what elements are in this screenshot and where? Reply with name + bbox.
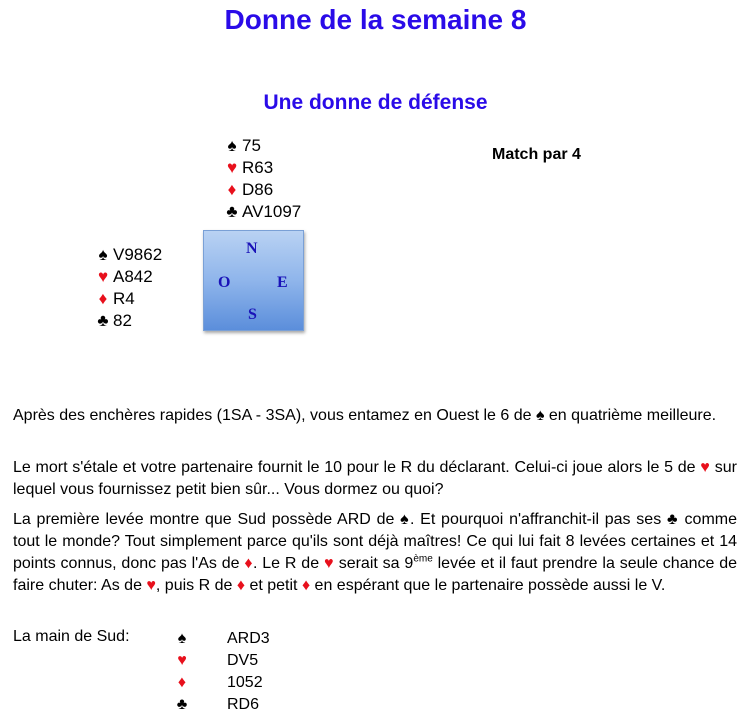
north-hand bbox=[224, 135, 301, 223]
compass-box bbox=[203, 230, 304, 331]
spade-icon: ♠ bbox=[400, 511, 410, 528]
text-run: en quatrième meilleure. bbox=[544, 407, 717, 424]
north-diamonds-line bbox=[224, 179, 301, 201]
heart-icon: ♥ bbox=[323, 555, 334, 572]
text-run: Après des enchères rapides (1SA - 3SA), vous entamez en Ouest le 6 de bbox=[13, 407, 536, 424]
north-diamonds: D86 bbox=[242, 180, 274, 199]
club-icon: ♣ bbox=[226, 202, 238, 221]
south-hand bbox=[173, 628, 270, 716]
west-diamonds-line bbox=[95, 288, 162, 310]
diamond-icon: ♦ bbox=[227, 180, 237, 199]
text-run: . Et pourquoi n'affranchit-il pas ses bbox=[409, 511, 667, 528]
diamond-icon: ♦ bbox=[301, 577, 311, 594]
spade-icon: ♠ bbox=[177, 630, 187, 647]
south-spades-line bbox=[173, 628, 270, 650]
diamond-icon: ♦ bbox=[236, 577, 246, 594]
text-run: La première levée montre que Sud possède ARD de bbox=[13, 511, 401, 528]
west-hand bbox=[95, 244, 162, 332]
south-clubs-line bbox=[173, 694, 270, 716]
west-spades: V9862 bbox=[113, 245, 163, 264]
text-run: comme tout le monde? Tout simplement parce qu'ils sont déjà maîtres! Ce qui lui fait 8 levées certaines et 14 points connus, donc pas l'As de bbox=[13, 511, 737, 572]
west-clubs-line bbox=[95, 310, 162, 332]
text-run: levée et il faut prendre la seule chance de faire chuter: As de bbox=[13, 555, 738, 594]
paragraph-analysis bbox=[13, 509, 737, 597]
spade-icon: ♠ bbox=[227, 136, 237, 155]
south-spades: ARD3 bbox=[227, 630, 270, 647]
south-hand-label: La main de Sud: bbox=[13, 628, 130, 645]
diamond-icon: ♦ bbox=[244, 555, 253, 572]
heart-icon: ♥ bbox=[146, 577, 156, 594]
text-run: Le mort s'étale et votre partenaire fournit le 10 pour le R du déclarant. Celui-ci joue alors le 5 de bbox=[13, 459, 701, 476]
compass-east: E bbox=[277, 274, 288, 291]
west-hearts-line bbox=[95, 266, 162, 288]
south-hearts-line bbox=[173, 650, 270, 672]
text-run: . Le R de bbox=[252, 555, 324, 572]
club-icon: ♣ bbox=[97, 311, 109, 330]
match-type-label: Match par 4 bbox=[492, 146, 581, 163]
heart-icon: ♥ bbox=[226, 158, 238, 177]
south-diamonds: 1052 bbox=[227, 674, 263, 691]
west-diamonds: R4 bbox=[113, 289, 135, 308]
text-run: en espérant que le partenaire possède aussi le V. bbox=[310, 577, 666, 594]
west-clubs: 82 bbox=[113, 311, 132, 330]
compass-west: O bbox=[218, 274, 231, 291]
page-title: Donne de la semaine 8 bbox=[224, 4, 527, 35]
page-subtitle: Une donne de défense bbox=[263, 91, 488, 114]
compass-south: S bbox=[248, 306, 257, 323]
paragraph-lead bbox=[13, 405, 737, 427]
north-clubs: AV1097 bbox=[242, 202, 302, 221]
diamond-icon: ♦ bbox=[177, 674, 187, 691]
west-spades-line bbox=[95, 244, 162, 266]
text-run: serait sa 9 bbox=[333, 555, 414, 572]
north-spades: 75 bbox=[242, 136, 261, 155]
heart-icon: ♥ bbox=[97, 267, 109, 286]
spade-icon: ♠ bbox=[98, 245, 108, 264]
south-clubs: RD6 bbox=[227, 696, 260, 713]
north-hearts-line bbox=[224, 157, 301, 179]
heart-icon: ♥ bbox=[177, 652, 187, 669]
club-icon: ♣ bbox=[176, 696, 188, 713]
west-hearts: A842 bbox=[113, 267, 153, 286]
heart-icon: ♥ bbox=[700, 459, 711, 476]
paragraph-dummy bbox=[13, 457, 737, 501]
south-diamonds-line bbox=[173, 672, 270, 694]
text-run: , puis R de bbox=[155, 577, 237, 594]
compass-north: N bbox=[246, 240, 258, 257]
diamond-icon: ♦ bbox=[98, 289, 108, 308]
text-run: sur lequel vous fournissez petit bien sûr... Vous dormez ou quoi? bbox=[13, 459, 737, 498]
text-run: et petit bbox=[245, 577, 302, 594]
north-clubs-line bbox=[224, 201, 301, 223]
south-hearts: DV5 bbox=[227, 652, 259, 669]
club-icon: ♣ bbox=[666, 511, 679, 528]
north-hearts: R63 bbox=[242, 158, 274, 177]
north-spades-line bbox=[224, 135, 301, 157]
superscript: ème bbox=[413, 553, 433, 565]
spade-icon: ♠ bbox=[535, 407, 545, 424]
